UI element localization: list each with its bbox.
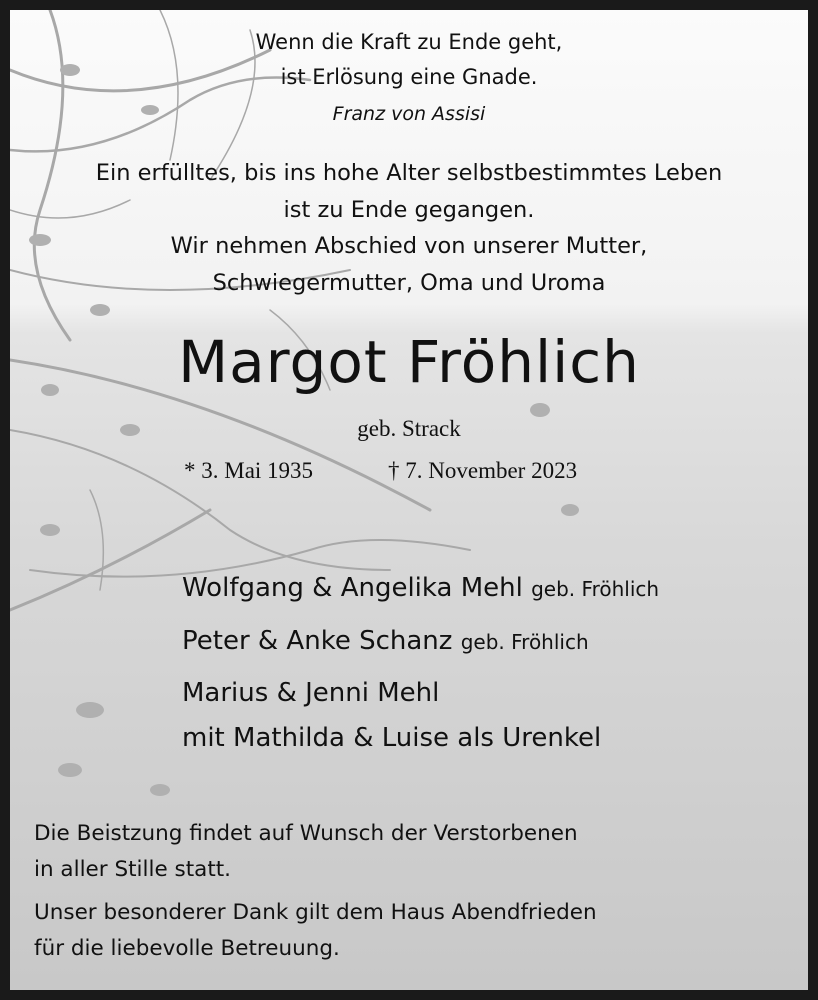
quote-line-1: Wenn die Kraft zu Ende geht,: [255, 30, 563, 54]
family-names: Marius & Jenni Mehl: [182, 678, 440, 708]
intro-line-4: Schwiegermutter, Oma und Uroma: [212, 270, 606, 296]
intro-line-2: ist zu Ende gegangen.: [283, 197, 535, 223]
family-member: [182, 573, 659, 603]
intro-line-1: Ein erfülltes, bis ins hohe Alter selbstbestimmtes Leben: [95, 160, 723, 186]
family-names: mit Mathilda & Luise als Urenkel: [182, 723, 602, 753]
deceased-name: Margot Fröhlich: [178, 328, 640, 396]
birth-date: * 3. Mai 1935: [184, 458, 314, 483]
footer-line-4: für die liebevolle Betreuung.: [34, 936, 340, 961]
quote-line-2: ist Erlösung eine Gnade.: [280, 65, 538, 89]
intro-line-3: Wir nehmen Abschied von unserer Mutter,: [170, 233, 648, 259]
quote-author: Franz von Assisi: [332, 103, 486, 125]
footer-line-3: Unser besonderer Dank gilt dem Haus Abendfrieden: [34, 900, 597, 925]
family-note: geb. Fröhlich: [460, 630, 589, 654]
maiden-name: geb. Strack: [357, 416, 461, 441]
death-date: † 7. November 2023: [388, 458, 578, 483]
family-member: [182, 678, 439, 708]
family-note: geb. Fröhlich: [531, 577, 660, 601]
family-names: Wolfgang & Angelika Mehl: [182, 573, 523, 603]
family-member: [182, 723, 601, 753]
family-names: Peter & Anke Schanz: [182, 626, 453, 656]
footer-line-2: in aller Stille statt.: [34, 857, 232, 882]
family-member: [182, 626, 589, 656]
footer-line-1: Die Beistzung findet auf Wunsch der Verstorbenen: [34, 821, 578, 846]
